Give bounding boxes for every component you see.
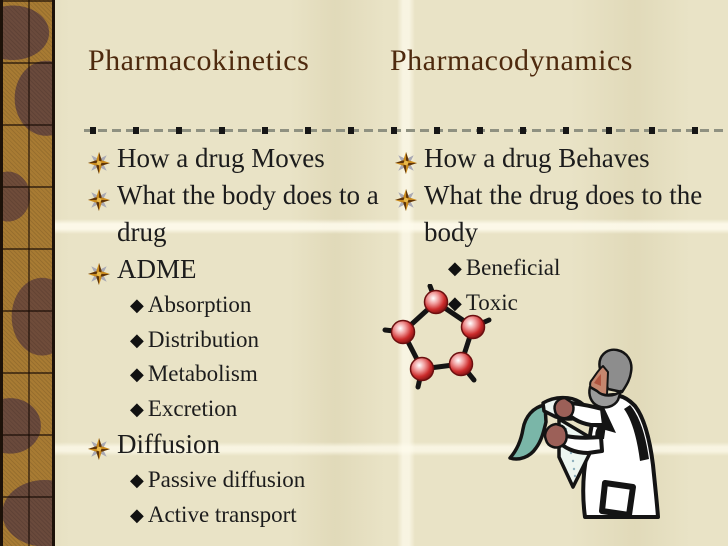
star-bullet-icon <box>88 433 110 455</box>
list-item-text: What the body does to a drug <box>117 180 379 247</box>
list-item-text: How a drug Behaves <box>424 143 650 173</box>
list-item-text: Toxic <box>465 289 518 315</box>
list-item <box>88 251 392 288</box>
diamond-bullet-icon: ◆ <box>130 329 144 350</box>
decorative-left-border <box>0 0 55 546</box>
pharmacokinetics-list <box>88 140 392 532</box>
diamond-bullet-icon: ◆ <box>130 364 144 384</box>
star-bullet-icon <box>88 184 110 206</box>
list-item-text: Excretion <box>147 395 238 421</box>
list-item <box>88 177 392 251</box>
list-item-text: What the drug does to the body <box>424 180 703 247</box>
list-item <box>395 251 715 286</box>
list-item-text: Absorption <box>147 292 252 317</box>
list-item-text: Diffusion <box>117 429 221 459</box>
diamond-bullet-icon: ◆ <box>448 292 462 313</box>
list-item <box>88 357 392 392</box>
diamond-bullet-icon: ◆ <box>130 504 144 525</box>
molecule-graphic <box>378 284 498 404</box>
diamond-bullet-icon: ◆ <box>130 295 144 315</box>
title-pharmacodynamics: Pharmacodynamics <box>390 44 633 77</box>
star-bullet-icon <box>395 184 417 206</box>
list-item-text: Active transport <box>147 501 297 527</box>
title-pharmacokinetics: Pharmacokinetics <box>88 44 310 77</box>
list-item <box>88 323 392 358</box>
list-item <box>88 288 392 323</box>
list-item-text: Beneficial <box>465 255 561 280</box>
list-item <box>88 463 392 498</box>
list-item-text: Metabolism <box>147 361 258 386</box>
list-item-text: How a drug Moves <box>117 143 325 173</box>
list-item <box>88 498 392 533</box>
diamond-bullet-icon: ◆ <box>448 258 462 278</box>
list-item-text: Distribution <box>147 326 260 352</box>
scientist-clipart <box>503 345 673 545</box>
list-item <box>88 392 392 427</box>
list-item <box>395 140 715 177</box>
diamond-bullet-icon: ◆ <box>130 398 144 419</box>
diamond-bullet-icon: ◆ <box>130 470 144 490</box>
star-bullet-icon <box>88 147 110 169</box>
list-item <box>395 177 715 251</box>
star-bullet-icon <box>88 258 110 280</box>
dashed-divider-line <box>84 126 728 134</box>
list-item <box>88 426 392 463</box>
list-item <box>88 140 392 177</box>
list-item-text: ADME <box>117 254 197 284</box>
list-item-text: Passive diffusion <box>147 467 306 492</box>
star-bullet-icon <box>395 147 417 169</box>
